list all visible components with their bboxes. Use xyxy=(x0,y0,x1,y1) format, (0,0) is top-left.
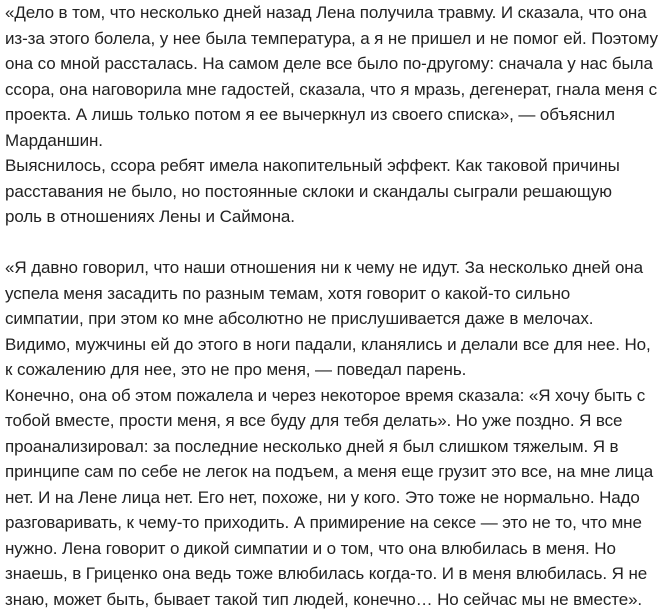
text-line: к сожалению для нее, это не про меня, — поведал парень. xyxy=(5,357,670,383)
text-line: Выяснилось, ссора ребят имела накопительный эффект. Как таковой причины xyxy=(5,153,670,179)
text-line: разговаривать, к чему-то приходить. А примирение на сексе — это не то, что мне xyxy=(5,510,670,536)
text-line: Конечно, она об этом пожалела и через некоторое время сказала: «Я хочу быть с xyxy=(5,383,670,409)
text-line: проанализировал: за последние несколько дней я был слишком тяжелым. Я в xyxy=(5,434,670,460)
text-line: она со мной рассталась. На самом деле все было по-другому: сначала у нас была xyxy=(5,51,670,77)
text-line: ссора, она наговорила мне гадостей, сказала, что я мразь, дегенерат, гнала меня с xyxy=(5,77,670,103)
text-line: тобой вместе, прости меня, я все буду для тебя делать». Но уже поздно. Я все xyxy=(5,408,670,434)
text-line: проекта. А лишь только потом я ее вычеркнул из своего списка», — объяснил xyxy=(5,102,670,128)
paragraph-quote-1 xyxy=(5,0,670,153)
text-line: нет. И на Лене лица нет. Его нет, похоже, ни у кого. Это тоже не нормально. Надо xyxy=(5,485,670,511)
text-line: роль в отношениях Лены и Саймона. xyxy=(5,204,670,230)
paragraph-quote-2 xyxy=(5,255,670,383)
text-line: симпатии, при этом ко мне абсолютно не прислушивается даже в мелочах. xyxy=(5,306,670,332)
text-line: знаешь, в Гриценко она ведь тоже влюбилась когда-то. И в меня влюбилась. Я не xyxy=(5,561,670,587)
text-line: нужно. Лена говорит о дикой симпатии и о том, что она влюбилась в меня. Но xyxy=(5,536,670,562)
paragraph-spacer xyxy=(5,230,670,256)
text-line: «Дело в том, что несколько дней назад Лена получила травму. И сказала, что она xyxy=(5,0,670,26)
text-line: Видимо, мужчины ей до этого в ноги падали, кланялись и делали все для нее. Но, xyxy=(5,332,670,358)
paragraph-narration-1 xyxy=(5,153,670,230)
text-line: расставания не было, но постоянные склоки и скандалы сыграли решающую xyxy=(5,179,670,205)
paragraph-quote-3 xyxy=(5,383,670,612)
text-line: Марданшин. xyxy=(5,128,670,154)
text-line: успела меня засадить по разным темам, хотя говорит о какой-то сильно xyxy=(5,281,670,307)
text-line: «Я давно говорил, что наши отношения ни к чему не идут. За несколько дней она xyxy=(5,255,670,281)
text-line: из-за этого болела, у нее была температура, а я не пришел и не помог ей. Поэтому xyxy=(5,26,670,52)
text-line: принципе сам по себе не легок на подъем, а меня еще грузит это все, на мне лица xyxy=(5,459,670,485)
text-line: знаю, может быть, бывает такой тип людей, конечно… Но сейчас мы не вместе». xyxy=(5,587,670,612)
